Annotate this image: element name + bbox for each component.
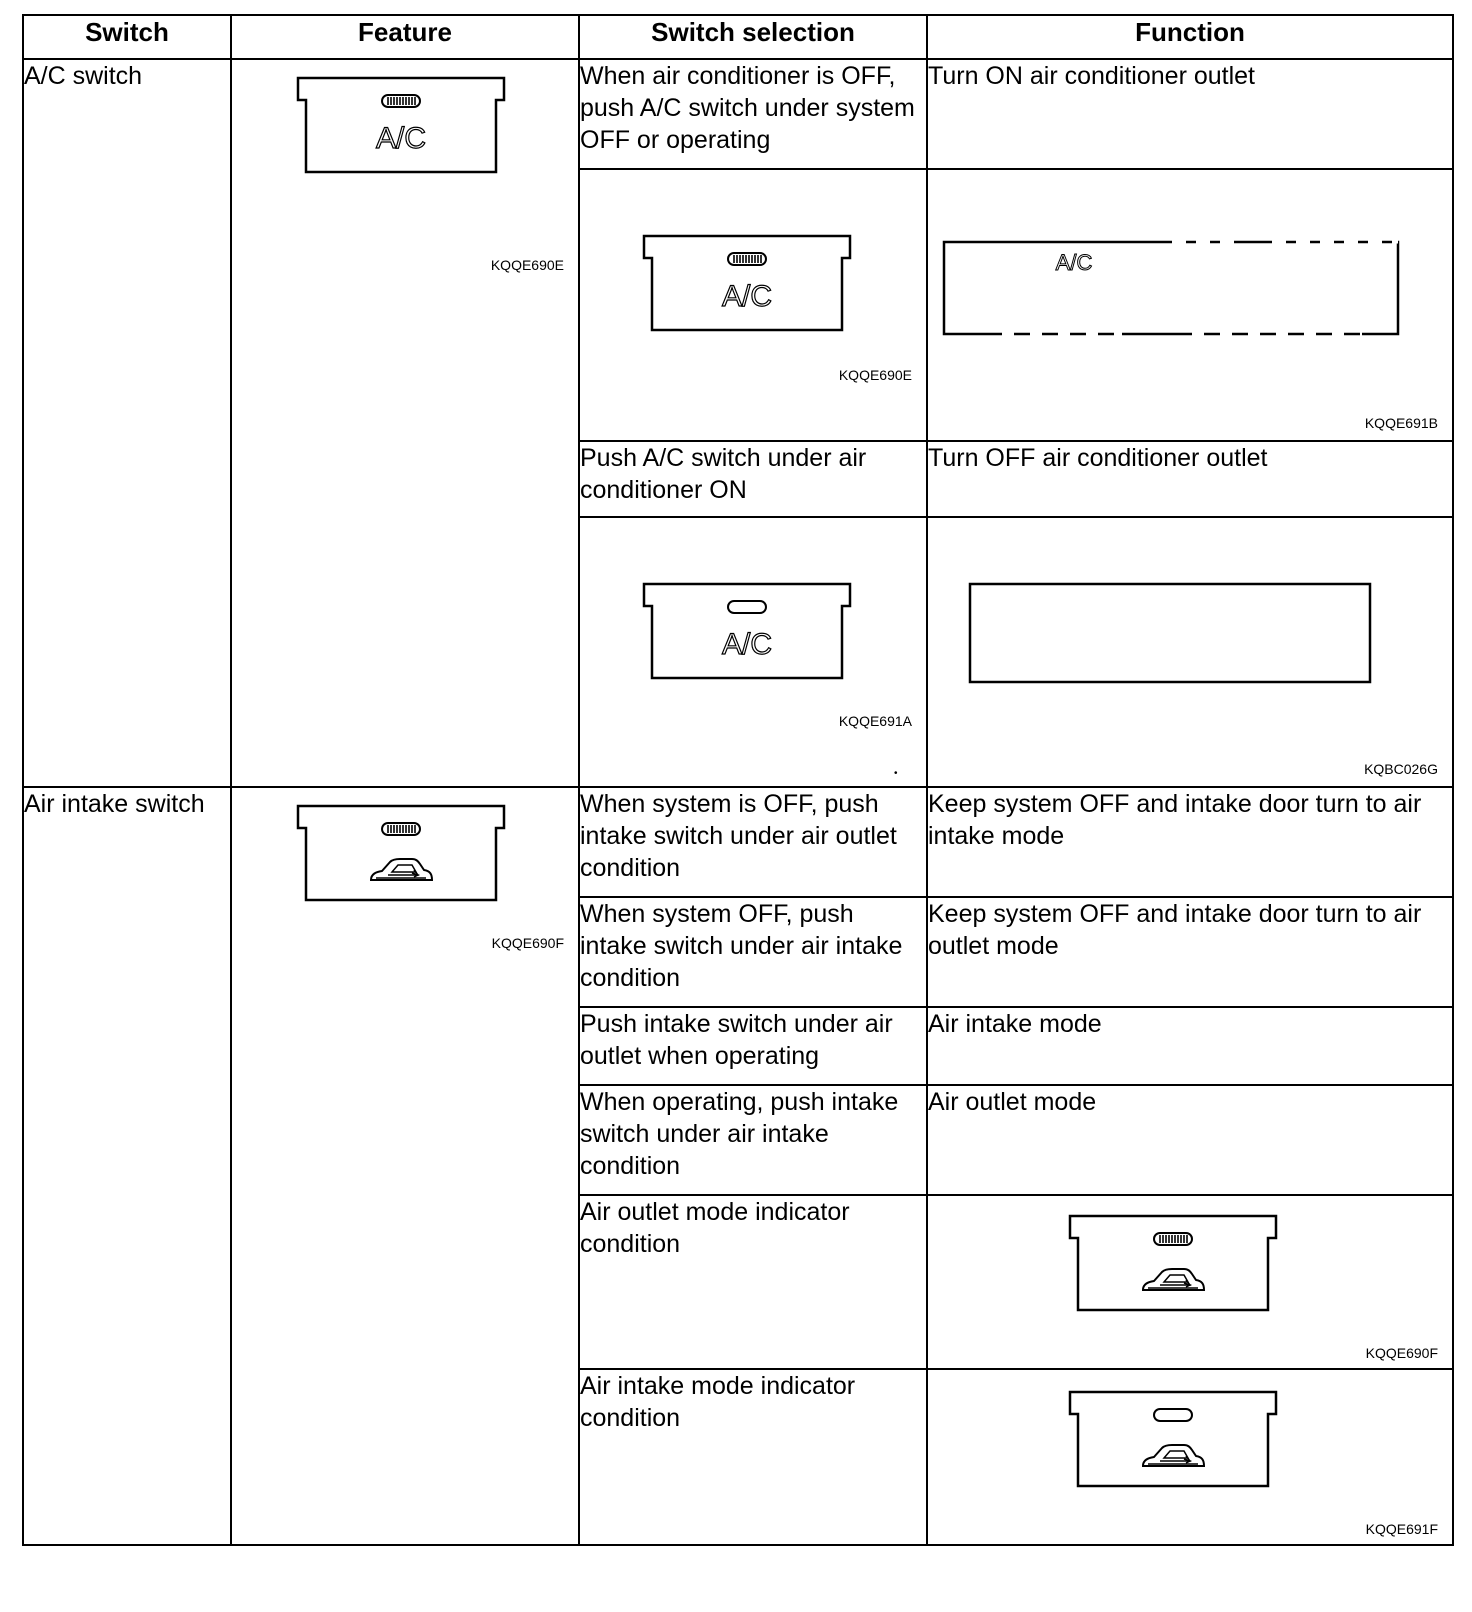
ac-switch-off-label: A/C: [721, 628, 773, 661]
intake-indicator-image: [927, 1369, 1453, 1545]
intake-function-1: Keep system OFF and intake door turn to air intake mode: [927, 787, 1453, 897]
intake-indicator-selection: Air intake mode indicator condition: [579, 1369, 927, 1545]
intake-function-2: Keep system OFF and intake door turn to air outlet mode: [927, 897, 1453, 1007]
outlet-indicator-selection: Air outlet mode indicator condition: [579, 1195, 927, 1369]
ac-selection-code-2: KQQE691A: [838, 713, 912, 729]
ac-function-1: Turn ON air conditioner outlet: [927, 59, 1453, 169]
ac-selection-image-1: [579, 169, 927, 441]
intake-selection-1: When system is OFF, push intake switch under air outlet condition: [579, 787, 927, 897]
ac-display-off-icon: [968, 582, 1372, 684]
ac-function-code-2: KQBC026G: [1364, 761, 1438, 777]
switch-table: [22, 14, 1454, 1546]
ac-selection-code-1: KQQE690E: [838, 367, 912, 383]
header-function: Function: [927, 15, 1453, 59]
intake-row-1: [23, 787, 1453, 897]
ac-function-2: Turn OFF air conditioner outlet: [927, 441, 1453, 517]
ac-display-on-icon: [942, 240, 1400, 336]
ac-feature-cell: [231, 59, 579, 787]
ac-selection-2: Push A/C switch under air conditioner ON: [579, 441, 927, 517]
ac-function-image-2: [927, 517, 1453, 787]
intake-indicator-icon: [1068, 1390, 1278, 1490]
intake-switch-name: Air intake switch: [23, 787, 231, 1545]
ac-display-label: A/C: [1055, 250, 1093, 275]
ac-switch-icon: [296, 76, 506, 176]
outlet-indicator-icon: [1068, 1214, 1278, 1314]
intake-selection-4: When operating, push intake switch under air intake condition: [579, 1085, 927, 1195]
intake-function-3: Air intake mode: [927, 1007, 1453, 1085]
ac-switch-off-icon: [642, 582, 852, 682]
intake-function-4: Air outlet mode: [927, 1085, 1453, 1195]
ac-row-1: [23, 59, 1453, 169]
header-selection: Switch selection: [579, 15, 927, 59]
intake-feature-cell: [231, 787, 579, 1545]
intake-selection-3: Push intake switch under air outlet when operating: [579, 1007, 927, 1085]
ac-function-image-1: [927, 169, 1453, 441]
intake-feature-code: KQQE690F: [491, 935, 564, 951]
header-row: [23, 15, 1453, 59]
ac-switch-on-label: A/C: [721, 280, 773, 313]
intake-indicator-code: KQQE691F: [1365, 1521, 1438, 1537]
intake-switch-icon: [296, 804, 506, 904]
intake-selection-2: When system OFF, push intake switch under air intake condition: [579, 897, 927, 1007]
ac-function-code-1: KQQE691B: [1364, 415, 1438, 431]
ac-selection-1: When air conditioner is OFF, push A/C switch under system OFF or operating: [579, 59, 927, 169]
ac-switch-name: A/C switch: [23, 59, 231, 787]
outlet-indicator-image: [927, 1195, 1453, 1369]
ac-feature-code: KQQE690E: [490, 257, 564, 273]
header-switch: Switch: [23, 15, 231, 59]
ac-switch-label: A/C: [375, 122, 427, 155]
ac-switch-on-icon: [642, 234, 852, 334]
outlet-indicator-code: KQQE690F: [1365, 1345, 1438, 1361]
ac-selection-image-2: A/C KQQE691A •: [579, 517, 927, 787]
header-feature: Feature: [231, 15, 579, 59]
